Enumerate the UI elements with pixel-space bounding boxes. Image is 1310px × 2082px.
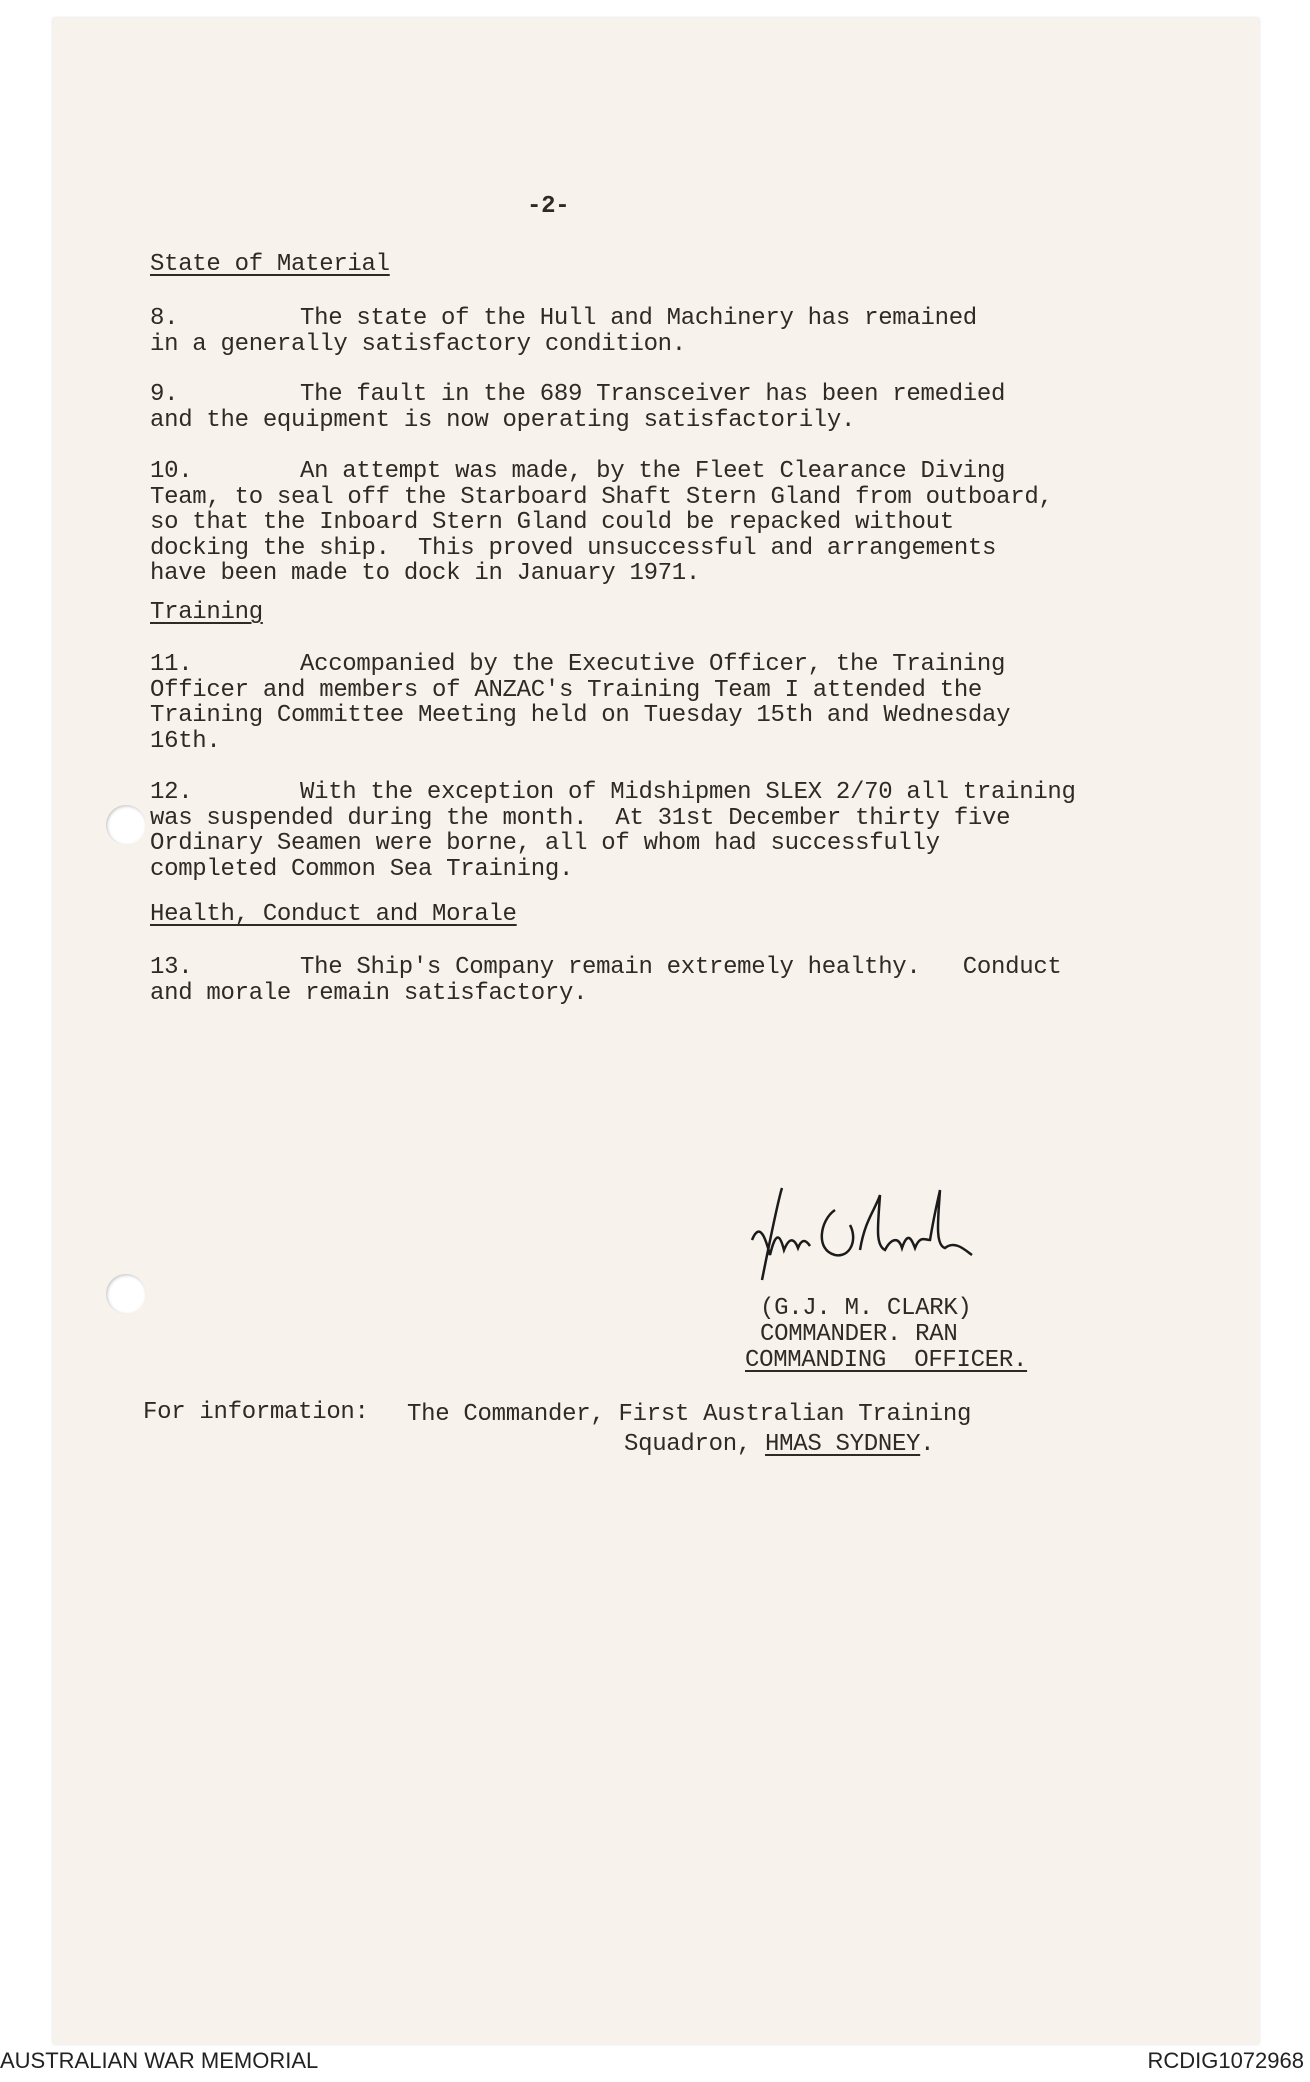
paragraph-number: 8. xyxy=(150,305,179,332)
footer-source: AUSTRALIAN WAR MEMORIAL xyxy=(0,2048,319,2073)
section-heading: Health, Conduct and Morale xyxy=(150,901,517,928)
paragraph-line: The Ship's Company remain extremely healthy. Conduct xyxy=(300,954,1062,981)
paragraph-line: docking the ship. This proved unsuccessful and arrangements xyxy=(150,534,997,562)
footer-id: RCDIG1072968 xyxy=(1147,2048,1304,2073)
paragraph-line: 16th. xyxy=(150,727,221,755)
signatory-rank: COMMANDER. RAN xyxy=(760,1321,958,1348)
distribution-line-1: The Commander, First Australian Training xyxy=(407,1401,972,1428)
distribution-line-2 xyxy=(624,1432,934,1458)
paragraph-line: have been made to dock in January 1971. xyxy=(150,560,700,587)
page-number: -2- xyxy=(527,193,570,220)
paragraph-number: 13. xyxy=(150,954,193,981)
section-heading: Training xyxy=(150,599,263,626)
distribution-label: For information: xyxy=(143,1399,369,1426)
paragraph-line: completed Common Sea Training. xyxy=(150,855,574,883)
paragraph-number: 12. xyxy=(150,779,193,806)
paragraph-line: Team, to seal off the Starboard Shaft Stern Gland from outboard, xyxy=(150,483,1053,511)
paragraph-line: Ordinary Seamen were borne, all of whom had successfully xyxy=(150,830,940,857)
signatory-name: (G.J. M. CLARK) xyxy=(760,1295,972,1322)
paragraph-line: With the exception of Midshipmen SLEX 2/70 all training xyxy=(300,779,1076,806)
distribution-suffix: . xyxy=(920,1431,935,1458)
paragraph-line: and the equipment is now operating satisfactorily. xyxy=(150,406,856,434)
punch-hole xyxy=(106,805,146,845)
distribution-prefix: Squadron, xyxy=(624,1431,766,1458)
paragraph-line: Officer and members of ANZAC's Training Team I attended the xyxy=(150,676,983,704)
punch-hole xyxy=(106,1274,146,1314)
paragraph-line: The state of the Hull and Machinery has remained xyxy=(300,305,977,332)
paragraph-number: 11. xyxy=(150,651,193,678)
paragraph-line: in a generally satisfactory condition. xyxy=(150,330,686,358)
paragraph-line: Accompanied by the Executive Officer, the Training xyxy=(300,651,1006,678)
signature xyxy=(740,1180,1000,1290)
paragraph-line: so that the Inboard Stern Gland could be repacked without xyxy=(150,509,954,536)
paragraph-line: was suspended during the month. At 31st December thirty five xyxy=(150,804,1011,832)
paragraph-line: and morale remain satisfactory. xyxy=(150,979,588,1007)
paragraph-line: An attempt was made, by the Fleet Clearance Diving xyxy=(300,458,1006,485)
section-heading: State of Material xyxy=(150,251,390,278)
paragraph-line: Training Committee Meeting held on Tuesday 15th and Wednesday xyxy=(150,702,1011,729)
paragraph-number: 9. xyxy=(150,381,179,408)
paragraph-number: 10. xyxy=(150,458,193,485)
ship-name: HMAS SYDNEY xyxy=(765,1431,921,1458)
signatory-role: COMMANDING OFFICER. xyxy=(745,1347,1028,1374)
paragraph-line: The fault in the 689 Transceiver has been remedied xyxy=(300,381,1006,408)
